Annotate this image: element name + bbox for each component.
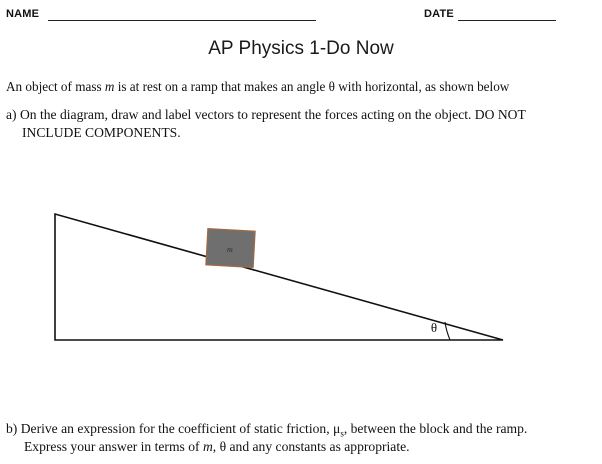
question-a-line-1: a) On the diagram, draw and label vectors to represent the forces acting on the object. DO NOT: [6, 107, 526, 122]
mass-symbol: m: [104, 79, 115, 94]
intro-text-1: An object of mass: [6, 79, 105, 94]
question-a-line-2: INCLUDE COMPONENTS.: [22, 125, 181, 140]
mass-symbol-b: m: [202, 439, 213, 454]
question-b-text-3: Express your answer in terms of: [24, 439, 203, 454]
question-b-line-2: [24, 438, 410, 456]
intro-text-2: is at rest on a ramp that makes an angle θ with horizontal, as shown below: [114, 79, 510, 94]
name-label: NAME: [6, 8, 40, 20]
mass-block-label: m: [226, 244, 234, 255]
question-b-text-4: , θ and any constants as appropriate.: [212, 439, 410, 454]
date-label: DATE: [424, 8, 454, 20]
mu-subscript: s: [340, 428, 344, 439]
page-title: AP Physics 1-Do Now: [208, 38, 394, 59]
question-b-text-2: , between the block and the ramp.: [343, 421, 528, 436]
mu-symbol: μ: [333, 421, 341, 436]
mass-block: [206, 229, 255, 268]
question-b-text-1: b) Derive an expression for the coefficient of static friction,: [6, 421, 334, 436]
angle-label: θ: [430, 320, 438, 335]
